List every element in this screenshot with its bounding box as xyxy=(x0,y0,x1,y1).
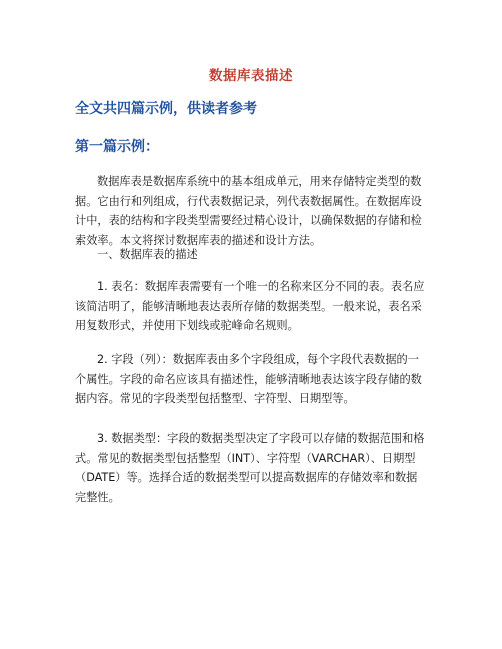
intro-paragraph: 数据库表是数据库系统中的基本组成单元，用来存储特定类型的数据。它由行和列组成，行代表数据记录，列代表数据属性。在数据库设计中，表的结构和字段类型需要经过精心设计，以确保数据的存储和检索效率。本文将探讨数据库表的描述和设计方法。 xyxy=(75,175,422,247)
subsection-heading: 一、数据库表的描述 xyxy=(97,248,198,261)
section-heading: 第一篇示例： xyxy=(75,139,159,155)
list-item-table-name: 1. 表名：数据库表需要有一个唯一的名称来区分不同的表。表名应该简洁明了，能够清晰地表达表所存储的数据类型。一般来说，表名采用复数形式，并使用下划线或驼峰命名规则。 xyxy=(75,280,425,332)
document-title: 数据库表描述 xyxy=(209,68,293,84)
list-item-data-types: 3. 数据类型：字段的数据类型决定了字段可以存储的数据范围和格式。常见的数据类型包括整型（INT）、字符型（VARCHAR）、日期型（DATE）等。选择合适的数据类型可以提高数据库的存储效率和数据完整性。 xyxy=(75,432,425,504)
list-item-fields: 2. 字段（列）：数据库表由多个字段组成，每个字段代表数据的一个属性。字段的命名应该具有描述性，能够清晰地表达该字段存储的数据内容。常见的字段类型包括整型、字符型、日期型等。 xyxy=(75,353,422,405)
document-subtitle: 全文共四篇示例，供读者参考 xyxy=(75,101,257,117)
